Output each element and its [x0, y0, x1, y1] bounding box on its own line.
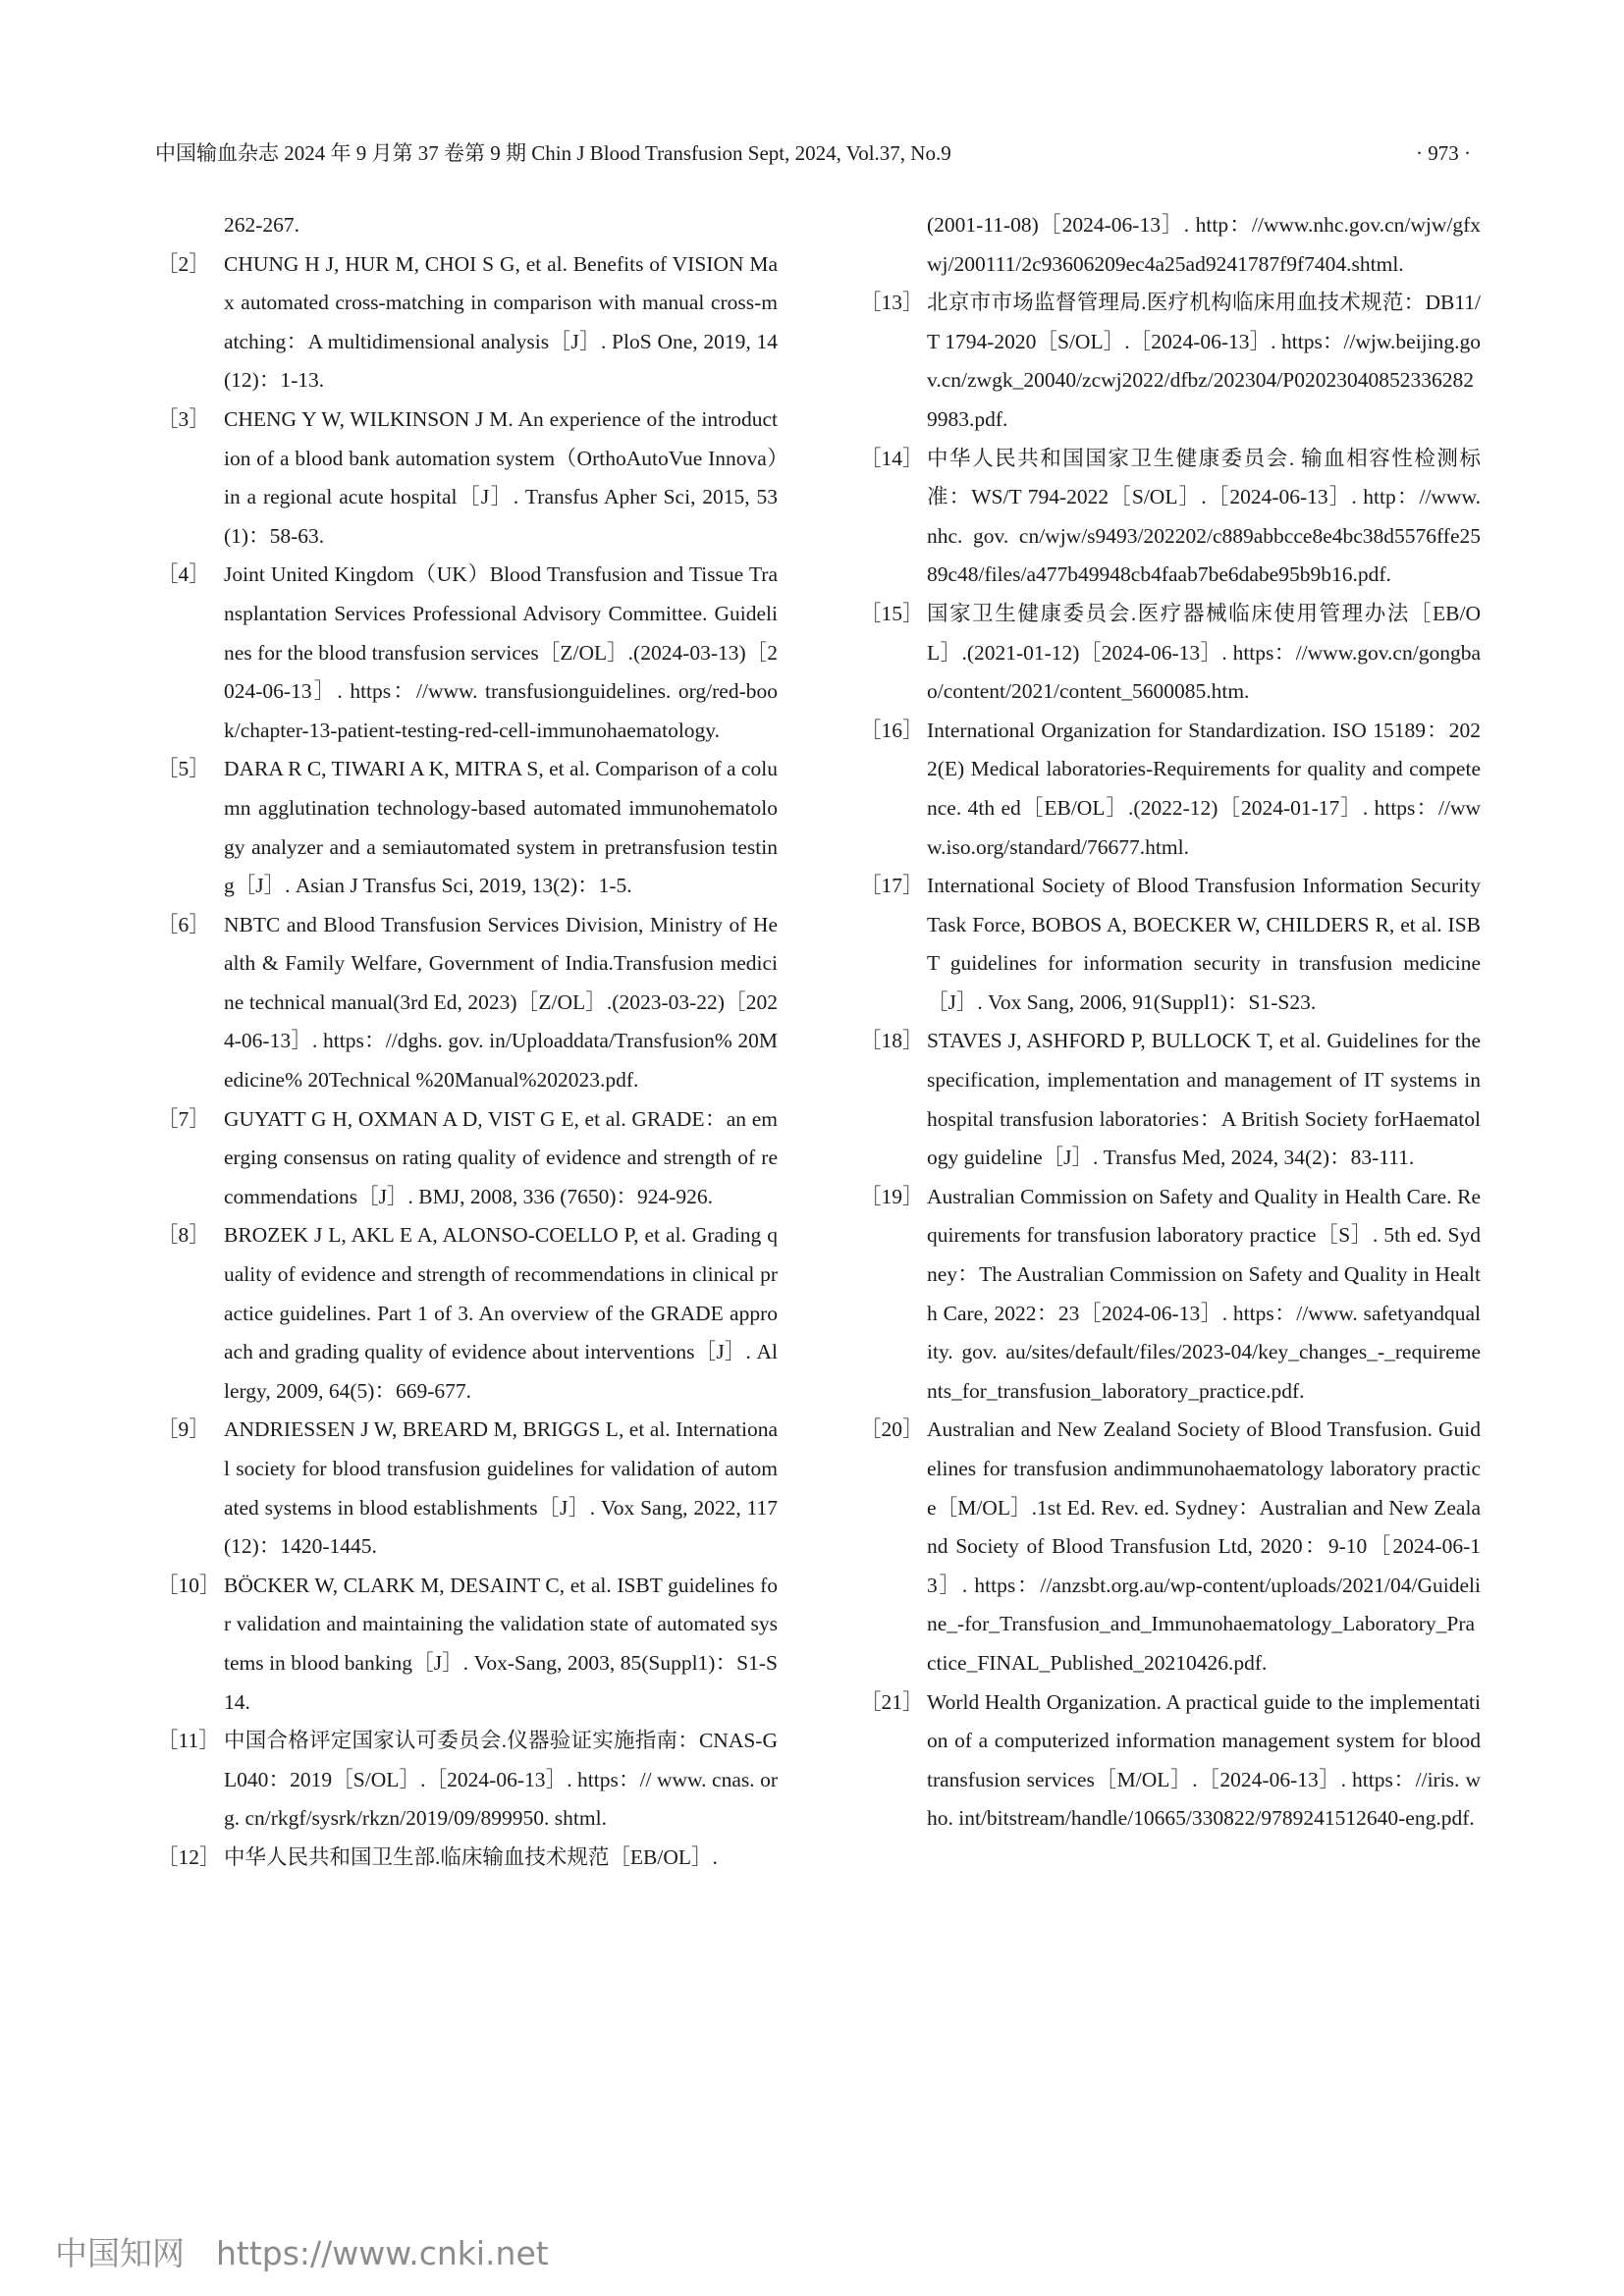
references-right-column	[860, 206, 1481, 1839]
reference-entry	[157, 1100, 778, 1217]
reference-text: 262-267.	[224, 213, 300, 237]
reference-text: DARA R C, TIWARI A K, MITRA S, et al. Comparison of a column agglutination technology-based automated immunohematology analyzer and a semiautomated system in pretransfusion testing［J］. Asian J Transfus Sci, 2019, 13(2)：1-5.	[224, 757, 778, 898]
reference-text: Joint United Kingdom（UK）Blood Transfusion and Tissue Transplantation Services Professional Advisory Committee. Guidelines for the blood transfusion services［Z/OL］.(2024-03-13)［2024-06-13］. https：//www. transfusionguidelines. org/red-book/chapter-13-patient-testing-red-cell-immunohaematology.	[224, 562, 778, 742]
reference-number: ［19］	[860, 1184, 924, 1208]
reference-entry	[157, 400, 778, 556]
reference-text: CHUNG H J, HUR M, CHOI S G, et al. Benefits of VISION Max automated cross-matching in comparison with manual cross-matching：A multidimensional analysis［J］. PloS One, 2019, 14(12)：1-13.	[224, 251, 778, 393]
reference-entry	[157, 1567, 778, 1722]
reference-text: STAVES J, ASHFORD P, BULLOCK T, et al. Guidelines for the specification, implementation and management of IT systems in hospital transfusion laboratories：A British Society forHaematology guideline［J］. Transfus Med, 2024, 34(2)：83-111.	[927, 1029, 1481, 1170]
reference-text: ANDRIESSEN J W, BREARD M, BRIGGS L, et al. International society for blood transfusion guidelines for validation of automated systems in blood establishments［J］. Vox Sang, 2022, 117(12)：1420-1445.	[224, 1417, 778, 1559]
reference-text: NBTC and Blood Transfusion Services Division, Ministry of Health & Family Welfare, Government of India.Transfusion medicine technical manual(3rd Ed, 2023)［Z/OL］.(2023-03-22)［2024-06-13］. https：//dghs. gov. in/Uploaddata/Transfusion% 20Medicine% 20Technical %20Manual%202023.pdf.	[224, 912, 778, 1093]
journal-citation-line: 中国输血杂志 2024 年 9 月第 37 卷第 9 期 Chin J Blood Transfusion Sept, 2024, Vol.37, No.9	[155, 141, 951, 165]
reference-text: GUYATT G H, OXMAN A D, VIST G E, et al. GRADE：an emerging consensus on rating quality of evidence and strength of recommendations［J］. BMJ, 2008, 336 (7650)：924-926.	[224, 1106, 778, 1208]
reference-entry	[860, 1022, 1481, 1177]
reference-entry	[860, 712, 1481, 867]
reference-text: (2001-11-08)［2024-06-13］. http：//www.nhc.gov.cn/wjw/gfxwj/200111/2c93606209ec4a25ad9241787f9f7404.shtml.	[927, 213, 1481, 276]
reference-text: 国家卫生健康委员会.医疗器械临床使用管理办法［EB/OL］.(2021-01-12)［2024-06-13］. https：//www.gov.cn/gongbao/content/2021/content_5600085.htm.	[927, 601, 1481, 704]
reference-text: International Organization for Standardization. ISO 15189：2022(E) Medical laboratories-Requirements for quality and competence. 4th ed［EB/OL］.(2022-12)［2024-01-17］. https：//www.iso.org/standard/76677.html.	[927, 718, 1481, 859]
reference-text: CHENG Y W, WILKINSON J M. An experience of the introduction of a blood bank automation system（OrthoAutoVue Innova）in a regional acute hospital［J］. Transfus Apher Sci, 2015, 53(1)：58-63.	[224, 406, 778, 548]
reference-entry	[157, 245, 778, 400]
reference-number: ［21］	[860, 1689, 924, 1714]
reference-number: ［5］	[157, 757, 210, 781]
reference-entry	[157, 1722, 778, 1839]
reference-entry	[860, 1411, 1481, 1682]
reference-text: International Society of Blood Transfusion Information Security Task Force, BOBOS A, BOECKER W, CHILDERS R, et al. ISBT guidelines for information security in transfusion medicine［J］. Vox Sang, 2006, 91(Suppl1)：S1-S23.	[927, 874, 1481, 1014]
running-header	[155, 135, 1471, 171]
reference-entry	[157, 1216, 778, 1411]
reference-number: ［3］	[157, 406, 210, 431]
reference-entry	[860, 867, 1481, 1022]
reference-number: ［6］	[157, 912, 210, 936]
reference-continuation	[860, 206, 1481, 284]
cnki-url-link[interactable]: https://www.cnki.net	[216, 2234, 549, 2272]
reference-number: ［10］	[157, 1573, 221, 1597]
reference-number: ［4］	[157, 562, 210, 587]
page-number: · 973 ·	[1416, 141, 1471, 165]
reference-entry	[860, 1683, 1481, 1839]
reference-entry	[157, 750, 778, 905]
reference-number: ［13］	[860, 291, 924, 315]
reference-text: Australian and New Zealand Society of Blood Transfusion. Guidelines for transfusion andimmunohaematology laboratory practice［M/OL］.1st Ed. Rev. ed. Sydney：Australian and New Zealand Society of Blood Transfusion Ltd, 2020：9-10［2024-06-13］. https：//anzsbt.org.au/wp-content/uploads/2021/04/Guideline_-for_Transfusion_and_Immunohaematology_Laboratory_Practice_FINAL_Published_20210426.pdf.	[927, 1417, 1481, 1675]
reference-entry	[860, 1178, 1481, 1412]
reference-number: ［11］	[157, 1729, 220, 1753]
reference-number: ［7］	[157, 1106, 210, 1131]
reference-text: BROZEK J L, AKL E A, ALONSO-COELLO P, et al. Grading quality of evidence and strength of recommendations in clinical practice guidelines. Part 1 of 3. An overview of the GRADE approach and grading quality of evidence about interventions［J］. Allergy, 2009, 64(5)：669-677.	[224, 1223, 778, 1403]
reference-text: 北京市市场监督管理局.医疗机构临床用血技术规范：DB11/T 1794-2020［S/OL］.［2024-06-13］. https：//wjw.beijing.gov.cn/zwgk_20040/zcwj2022/dfbz/202304/P020230408523362829983.pdf.	[927, 291, 1481, 431]
cnki-brand: 中国知网	[55, 2234, 185, 2272]
reference-number: ［20］	[860, 1417, 924, 1442]
reference-number: ［2］	[157, 251, 210, 276]
reference-number: ［15］	[860, 601, 924, 625]
references-left-column	[157, 206, 778, 1878]
reference-text: 中国合格评定国家认可委员会.仪器验证实施指南：CNAS-GL040：2019［S/OL］.［2024-06-13］. https：// www. cnas. org. cn/rkgf/sysrk/rkzn/2019/09/899950. shtml.	[224, 1729, 778, 1831]
reference-entry	[157, 556, 778, 750]
reference-text: World Health Organization. A practical guide to the implementation of a computerized information management system for blood transfusion services［M/OL］.［2024-06-13］. https：//iris. who. int/bitstream/handle/10665/330822/9789241512640-eng.pdf.	[927, 1689, 1481, 1831]
reference-entry	[157, 906, 778, 1100]
reference-number: ［8］	[157, 1223, 210, 1248]
reference-text: Australian Commission on Safety and Quality in Health Care. Requirements for transfusion laboratory practice［S］. 5th ed. Sydney：The Australian Commission on Safety and Quality in Health Care, 2022：23［2024-06-13］. https：//www. safetyandquality. gov. au/sites/default/files/2023-04/key_changes_-_requirements_for_transfusion_laboratory_practice.pdf.	[927, 1184, 1481, 1403]
reference-number: ［12］	[157, 1844, 221, 1869]
reference-number: ［14］	[860, 446, 924, 470]
reference-entry	[860, 595, 1481, 712]
reference-entry	[860, 440, 1481, 595]
reference-entry	[860, 284, 1481, 439]
reference-text: 中华人民共和国国家卫生健康委员会. 输血相容性检测标准：WS/T 794-2022［S/OL］.［2024-06-13］. http：//www. nhc. gov. cn/wjw/s9493/202202/c889abbcce8e4bc38d5576ffe2589c48/files/a477b49948cb4faab7be6dabe95b9b16.pdf.	[927, 446, 1481, 587]
reference-number: ［16］	[860, 718, 924, 742]
reference-entry	[157, 1839, 778, 1878]
cnki-watermark[interactable]	[55, 2228, 549, 2274]
reference-entry	[157, 1411, 778, 1566]
reference-text: BÖCKER W, CLARK M, DESAINT C, et al. ISBT guidelines for validation and maintaining the validation state of automated systems in blood banking［J］. Vox-Sang, 2003, 85(Suppl1)：S1-S14.	[224, 1573, 778, 1714]
reference-number: ［18］	[860, 1029, 924, 1053]
reference-number: ［17］	[860, 874, 924, 898]
reference-number: ［9］	[157, 1417, 210, 1442]
reference-text: 中华人民共和国卫生部.临床输血技术规范［EB/OL］.	[224, 1844, 718, 1869]
reference-continuation	[157, 206, 778, 245]
